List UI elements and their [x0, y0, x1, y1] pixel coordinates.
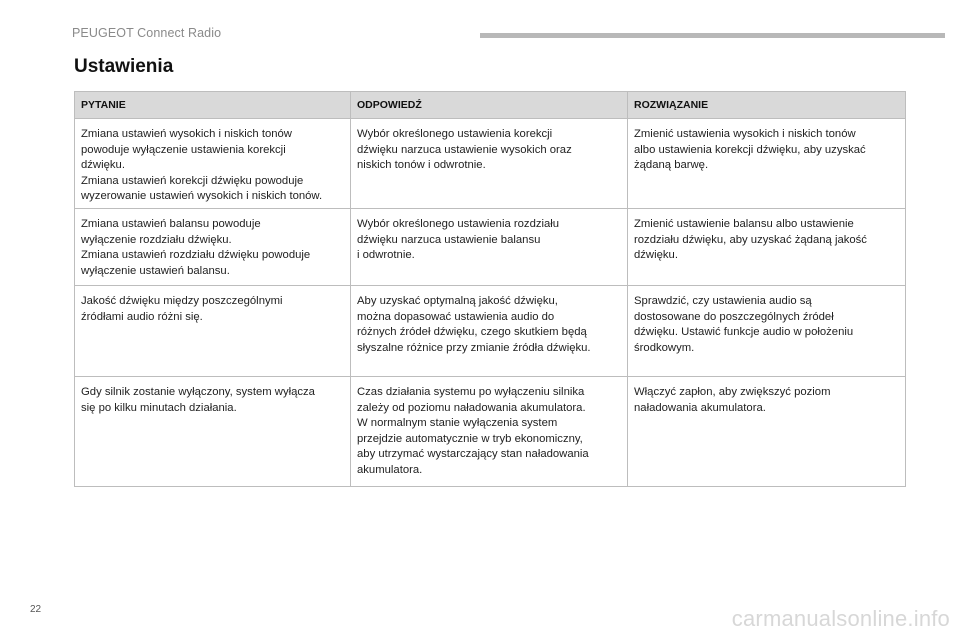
- question-text: Jakość dźwięku między poszczególnymi źródłami audio różni się.: [81, 295, 283, 323]
- question-cell: [75, 119, 351, 209]
- header-rule: [480, 33, 945, 38]
- table-row: [75, 209, 906, 286]
- solution-text: Sprawdzić, czy ustawienia audio są dostosowane do poszczególnych źródeł dźwięku. Ustawić funkcje audio w położeniu środkowym.: [634, 295, 854, 354]
- table-row: [75, 286, 906, 377]
- solution-cell: [628, 119, 906, 209]
- answer-text: Wybór określonego ustawienia rozdziału dźwięku narzuca ustawienie balansu i odwrotnie.: [357, 218, 560, 261]
- table-row: [75, 377, 906, 487]
- solution-cell: [628, 377, 906, 487]
- running-header: PEUGEOT Connect Radio: [72, 26, 222, 40]
- answer-cell: [351, 119, 628, 209]
- page-number: 22: [30, 604, 42, 615]
- answer-cell: [351, 286, 628, 377]
- answer-cell: [351, 377, 628, 487]
- solution-text: Zmienić ustawienia wysokich i niskich tonów albo ustawienia korekcji dźwięku, aby uzyskać żądaną barwę.: [634, 128, 866, 171]
- column-header-answer: ODPOWIEDŹ: [351, 92, 628, 119]
- solution-cell: [628, 286, 906, 377]
- question-cell: [75, 377, 351, 487]
- column-header-question: PYTANIE: [75, 92, 351, 119]
- question-cell: [75, 209, 351, 286]
- question-cell: [75, 286, 351, 377]
- question-text: Gdy silnik zostanie wyłączony, system wyłącza się po kilku minutach działania.: [81, 386, 315, 414]
- table-header-row: [75, 92, 906, 119]
- answer-text: Czas działania systemu po wyłączeniu silnika zależy od poziomu naładowania akumulatora. W normalnym stanie wyłączenia system przejdzie automatycznie w tryb ekonomiczny, aby utrzymać wystarczający stan naładowania akumulatora.: [357, 386, 589, 476]
- question-text: Zmiana ustawień balansu powoduje wyłączenie rozdziału dźwięku. Zmiana ustawień rozdziału dźwięku powoduje wyłączenie ustawień balansu.: [81, 218, 311, 277]
- solution-text: Włączyć zapłon, aby zwiększyć poziom naładowania akumulatora.: [634, 386, 831, 414]
- column-header-solution: ROZWIĄZANIE: [628, 92, 906, 119]
- question-text: Zmiana ustawień wysokich i niskich tonów powoduje wyłączenie ustawienia korekcji dźwięku. Zmiana ustawień korekcji dźwięku powoduje wyzerowanie ustawień wysokich i niskich tonów.: [81, 128, 323, 202]
- page-title: Ustawienia: [74, 56, 174, 77]
- faq-table: [74, 91, 906, 487]
- solution-cell: [628, 209, 906, 286]
- answer-text: Wybór określonego ustawienia korekcji dźwięku narzuca ustawienie wysokich oraz niskich tonów i odwrotnie.: [357, 128, 572, 171]
- watermark: carmanualsonline.info: [731, 606, 950, 631]
- solution-text: Zmienić ustawienie balansu albo ustawienie rozdziału dźwięku, aby uzyskać żądaną jakość dźwięku.: [634, 218, 867, 261]
- table-row: [75, 119, 906, 209]
- answer-cell: [351, 209, 628, 286]
- answer-text: Aby uzyskać optymalną jakość dźwięku, można dopasować ustawienia audio do różnych źródeł dźwięku, czego skutkiem będą słyszalne różnice przy zmianie źródła dźwięku.: [357, 295, 591, 354]
